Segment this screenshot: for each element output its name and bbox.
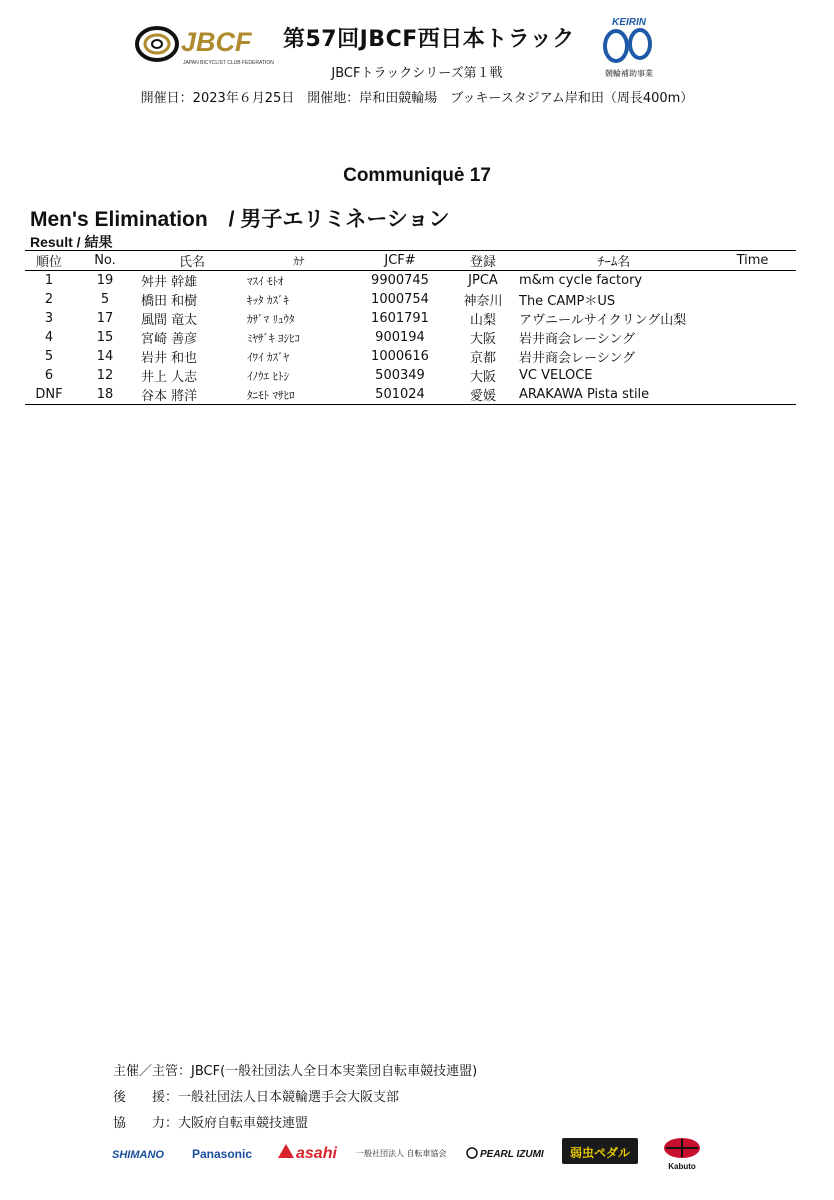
table-row	[25, 385, 796, 405]
table-row	[25, 366, 796, 385]
sponsor-asahi: asahi	[296, 1145, 337, 1162]
sponsor-kabuto: Kabuto	[668, 1162, 696, 1171]
cell-jcf: 501024	[351, 385, 449, 405]
cell-no: 12	[96, 368, 114, 383]
sponsor-logos	[106, 1136, 716, 1172]
sponsor-pearl-izumi: PEARL IZUMI	[480, 1149, 544, 1160]
cell-no: 14	[96, 349, 114, 364]
cell-no: 18	[73, 385, 137, 405]
cell-team: m&m cycle factory	[519, 273, 643, 288]
jbcf-logo-sub: JAPAN BICYCLIST CLUB FEDERATION	[183, 60, 274, 66]
cell-name: 谷本 將洋	[137, 385, 247, 405]
cell-time	[709, 290, 796, 309]
series-label: JBCFトラックシリーズ第１戦	[331, 66, 503, 81]
cell-jcf: 1000754	[371, 292, 429, 307]
result-table	[25, 250, 796, 405]
cell-time	[709, 328, 796, 347]
cell-registration: 神奈川	[463, 294, 503, 309]
sponsor-panasonic: Panasonic	[192, 1147, 253, 1161]
cell-kana: ｶｻﾞﾏ ﾘｭｳﾀ	[247, 312, 295, 326]
cell-time	[709, 385, 796, 405]
cell-jcf: 900194	[375, 330, 425, 345]
cell-name: 舛井 幹雄	[141, 275, 198, 290]
sponsor-shimano: SHIMANO	[112, 1149, 164, 1161]
cell-jcf: 1000616	[371, 349, 429, 364]
header-registration: 登録	[449, 251, 517, 271]
cell-rank: 4	[44, 330, 54, 345]
cell-team: アヴニールサイクリング山梨	[519, 313, 687, 328]
cell-kana: ｲﾜｲ ｶｽﾞﾔ	[247, 350, 289, 364]
cell-registration: 山梨	[469, 313, 496, 328]
cell-no: 5	[100, 292, 110, 307]
cell-registration: 京都	[469, 351, 496, 366]
cell-rank: DNF	[25, 385, 73, 405]
cell-rank: 2	[44, 292, 54, 307]
cell-rank: 1	[44, 273, 54, 288]
cell-team: 岩井商会レーシング	[519, 351, 636, 366]
cell-registration: 大阪	[469, 370, 496, 385]
table-header-row	[25, 251, 796, 271]
result-label: Result / 結果	[30, 234, 113, 250]
header-rank: 順位	[25, 251, 73, 271]
cell-registration: JPCA	[468, 273, 498, 288]
cell-time	[709, 271, 796, 291]
table-row	[25, 328, 796, 347]
header-jcf: JCF#	[351, 251, 449, 271]
cell-kana: ｷｯﾀ ｶｽﾞｷ	[247, 293, 289, 307]
cell-name: 橋田 和樹	[141, 294, 198, 309]
cell-jcf: 1601791	[371, 311, 429, 326]
sponsor-asahi-logo	[278, 1144, 337, 1162]
cell-kana: ﾀﾆﾓﾄ ﾏｻﾋﾛ	[247, 385, 351, 405]
cell-jcf: 9900745	[371, 273, 429, 288]
cell-name: 宮崎 善彦	[141, 332, 198, 347]
cell-time	[709, 309, 796, 328]
cell-kana: ﾐﾔｻﾞｷ ﾖｼﾋｺ	[247, 331, 300, 345]
cell-no: 15	[96, 330, 114, 345]
event-info: 開催日：2023年６月25日 開催地：岸和田競輪場 ブッキースタジアム岸和田（周長400m）	[140, 91, 694, 106]
communique-title: Communiquė 17	[343, 165, 491, 186]
table-row	[25, 290, 796, 309]
cell-team: 岩井商会レーシング	[519, 332, 636, 347]
cell-registration: 大阪	[469, 332, 496, 347]
cell-no: 17	[96, 311, 114, 326]
keirin-logo-sub: 競輪補助事業	[605, 69, 653, 78]
cell-name: 風間 竜太	[141, 313, 198, 328]
header-name: 氏名	[137, 251, 247, 271]
footer-cooperation: 協 力：大阪府自転車競技連盟	[113, 1116, 309, 1131]
cell-team: VC VELOCE	[519, 368, 593, 383]
cell-no: 19	[96, 273, 114, 288]
header-team: ﾁｰﾑ名	[517, 251, 709, 271]
cell-time	[709, 347, 796, 366]
cell-rank: 6	[44, 368, 54, 383]
cell-name: 井上 人志	[141, 370, 198, 385]
cell-kana: ｲﾉｳｴ ﾋﾄｼ	[247, 369, 289, 383]
header-no: No.	[73, 251, 137, 271]
cell-team: The CAMP＊US	[519, 294, 616, 309]
header-kana: ｶﾅ	[247, 251, 351, 271]
sponsor-bicycle-association: 一般社団法人 自転車協会	[356, 1149, 447, 1158]
footer-organizer: 主催／主管：JBCF(一般社団法人全日本実業団自転車競技連盟)	[113, 1064, 478, 1079]
cell-rank: 5	[44, 349, 54, 364]
cell-kana: ﾏｽｲ ﾓﾄｵ	[247, 274, 284, 288]
cell-rank: 3	[44, 311, 54, 326]
keirin-logo-text: KEIRIN	[612, 17, 646, 28]
race-title: Men's Elimination / 男子エリミネーション	[30, 208, 450, 231]
event-title: 第57回JBCF西日本トラック	[283, 27, 575, 52]
header-time: Time	[709, 251, 796, 271]
table-row	[25, 347, 796, 366]
cell-jcf: 500349	[375, 368, 425, 383]
table-row	[25, 271, 796, 291]
sponsor-yowamushi-pedal: 弱虫ペダル	[569, 1146, 631, 1160]
cell-registration: 愛媛	[449, 385, 517, 405]
table-row	[25, 309, 796, 328]
jbcf-logo-text: JBCF	[181, 27, 252, 57]
footer-support: 後 援：一般社団法人日本競輪選手会大阪支部	[113, 1090, 400, 1105]
sponsor-pearl-izumi-logo	[467, 1148, 544, 1160]
cell-time	[709, 366, 796, 385]
cell-team: ARAKAWA Pista stile	[517, 385, 709, 405]
cell-name: 岩井 和也	[141, 351, 198, 366]
